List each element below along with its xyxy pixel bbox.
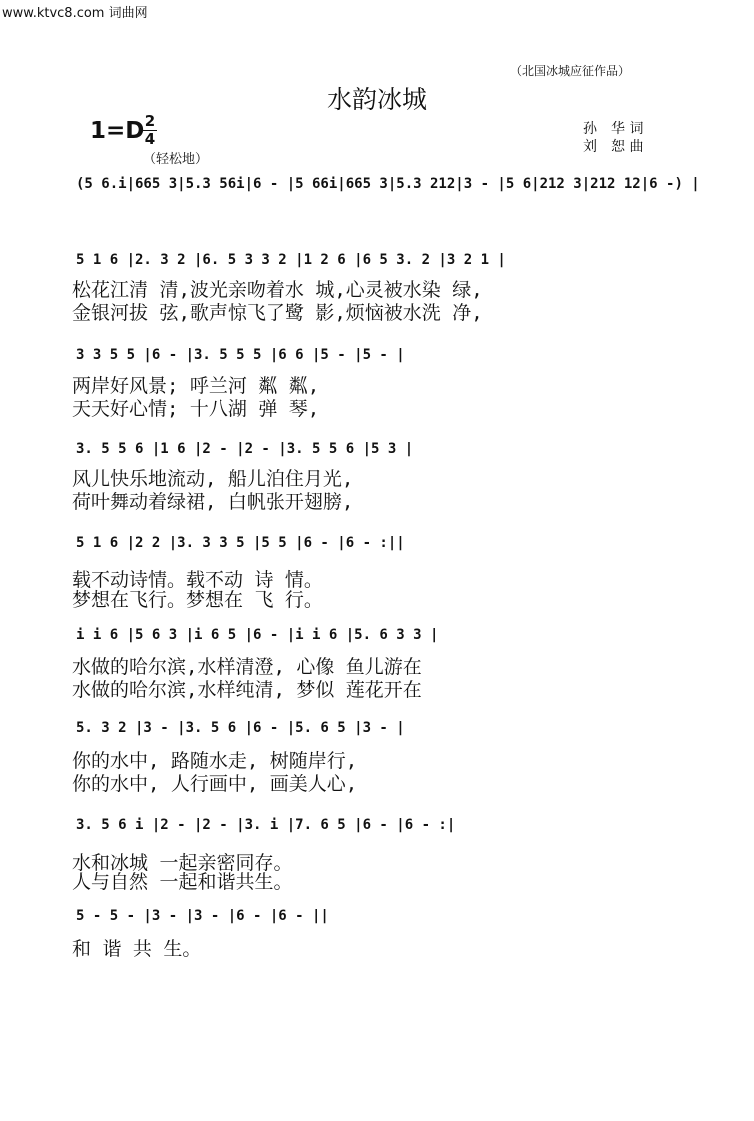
system-3-lyric-2: 荷叶舞动着绿裙, 白帆张开翅膀, (72, 491, 354, 513)
system-4-lyric-2: 梦想在飞行。梦想在 飞 行。 (72, 589, 323, 611)
system-6-lyric-1: 你的水中, 路随水走, 树随岸行, (72, 750, 358, 772)
time-signature (143, 114, 157, 147)
system-1-notes: 5 1 6 |2. 3 2 |6. 5 3 3 2 |1 2 6 |6 5 3. 2 |3 2 1 | (76, 252, 506, 268)
submission-note: （北国冰城应征作品） (510, 64, 631, 78)
system-5-lyric-1: 水做的哈尔滨,水样清澄, 心像 鱼儿游在 (72, 656, 422, 678)
system-7-notes: 3. 5 6 i |2 - |2 - |3. i |7. 6 5 |6 - |6 - :| (76, 817, 456, 833)
system-4-lyric-1: 载不动诗情。载不动 诗 情。 (72, 569, 323, 591)
lyricist-credit: 孙 华 词 (583, 121, 644, 137)
composer-credit: 刘 恕 曲 (583, 139, 644, 155)
system-2-lyric-2: 天天好心情; 十八湖 弹 琴, (72, 398, 320, 420)
system-3-lyric-1: 风儿快乐地流动, 船儿泊住月光, (72, 468, 354, 490)
system-8-notes: 5 - 5 - |3 - |3 - |6 - |6 - || (76, 908, 329, 924)
system-6-notes: 5. 3 2 |3 - |3. 5 6 |6 - |5. 6 5 |3 - | (76, 720, 405, 736)
system-4-notes: 5 1 6 |2 2 |3. 3 3 5 |5 5 |6 - |6 - :|| (76, 535, 405, 551)
system-8-lyric-1: 和 谐 共 生。 (72, 938, 202, 960)
tempo-marking: （轻松地） (143, 152, 209, 167)
key-signature: 1=D (90, 118, 145, 144)
system-2-lyric-1: 两岸好风景; 呼兰河 粼 粼, (72, 375, 320, 397)
system-6-lyric-2: 你的水中, 人行画中, 画美人心, (72, 773, 358, 795)
system-7-lyric-1: 水和冰城 一起亲密同存。 (72, 852, 293, 874)
system-1-lyric-1: 松花江清 清,波光亲吻着水 城,心灵被水染 绿, (72, 279, 483, 301)
system-1-lyric-2: 金银河拔 弦,歌声惊飞了鹭 影,烦恼被水洗 净, (72, 302, 483, 324)
song-title: 水韵冰城 (326, 85, 427, 114)
time-bottom: 4 (144, 130, 156, 148)
system-5-notes: i i 6 |5 6 3 |i 6 5 |6 - |i i 6 |5. 6 3 3 | (76, 627, 439, 643)
system-2-notes: 3 3 5 5 |6 - |3. 5 5 5 |6 6 |5 - |5 - | (76, 347, 405, 363)
intro-notation: (5 6.i|665 3|5.3 56i|6 - |5 66i|665 3|5.3 212|3 - |5 6|212 3|212 12|6 -) | (76, 176, 700, 192)
system-3-notes: 3. 5 5 6 |1 6 |2 - |2 - |3. 5 5 6 |5 3 | (76, 441, 414, 457)
system-5-lyric-2: 水做的哈尔滨,水样纯清, 梦似 莲花开在 (72, 679, 422, 701)
system-7-lyric-2: 人与自然 一起和谐共生。 (72, 871, 293, 893)
site-watermark: www.ktvc8.com 词曲网 (2, 6, 148, 21)
time-top: 2 (144, 112, 156, 130)
